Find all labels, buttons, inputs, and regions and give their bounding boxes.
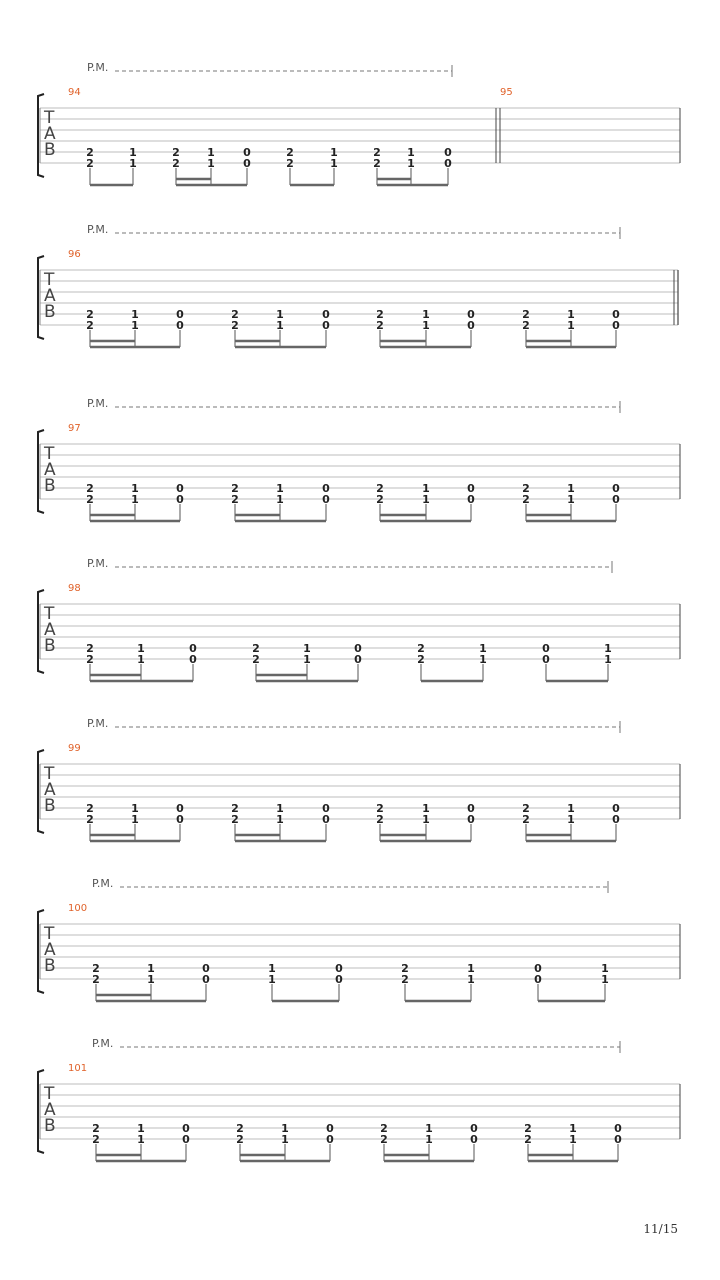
fret-number: 1 [567,308,575,321]
fret-number: 0 [176,493,184,506]
fret-number: 0 [322,802,330,815]
fret-number: 1 [479,642,487,655]
fret-number: 2 [380,1122,388,1135]
fret-number: 1 [147,973,155,986]
fret-number: 0 [467,482,475,495]
fret-number: 0 [322,493,330,506]
palm-mute-label: P.M. [92,1037,114,1050]
fret-number: 1 [567,482,575,495]
fret-number: 2 [401,962,409,975]
fret-number: 1 [601,973,609,986]
fret-number: 2 [417,653,425,666]
fret-number: 2 [86,653,94,666]
fret-number: 2 [231,482,239,495]
tab-system [38,397,680,521]
fret-number: 2 [231,308,239,321]
fret-number: 1 [422,482,430,495]
fret-number: 0 [614,1122,622,1135]
measure-number: 95 [500,87,513,98]
measure-number: 96 [68,249,81,260]
fret-number: 2 [376,813,384,826]
fret-number: 0 [202,962,210,975]
fret-number: 2 [522,493,530,506]
fret-number: 2 [86,308,94,321]
fret-number: 1 [281,1133,289,1146]
fret-number: 2 [376,802,384,815]
fret-number: 2 [172,146,180,159]
fret-number: 1 [276,482,284,495]
fret-number: 1 [131,813,139,826]
fret-number: 2 [286,157,294,170]
fret-number: 0 [614,1133,622,1146]
tab-clef-letter: B [44,476,56,496]
fret-number: 1 [129,146,137,159]
fret-number: 1 [467,973,475,986]
tab-clef-letter: T [44,108,55,128]
fret-number: 1 [131,493,139,506]
fret-number: 0 [176,308,184,321]
tab-clef-letter: B [44,796,56,816]
fret-number: 2 [86,802,94,815]
fret-number: 2 [86,157,94,170]
fret-number: 0 [322,308,330,321]
fret-number: 0 [467,493,475,506]
tab-clef-letter: T [44,924,55,944]
fret-number: 0 [612,813,620,826]
fret-number: 0 [189,653,197,666]
fret-number: 0 [322,813,330,826]
fret-number: 2 [522,482,530,495]
palm-mute-label: P.M. [87,557,109,570]
fret-number: 0 [444,146,452,159]
fret-number: 0 [335,962,343,975]
fret-number: 1 [268,962,276,975]
fret-number: 0 [467,319,475,332]
fret-number: 0 [243,146,251,159]
fret-number: 1 [129,157,137,170]
palm-mute-label: P.M. [87,717,109,730]
palm-mute-label: P.M. [87,397,109,410]
tab-system [38,1037,680,1161]
measure-number: 101 [68,1063,88,1074]
fret-number: 1 [330,157,338,170]
fret-number: 2 [373,146,381,159]
fret-number: 1 [425,1133,433,1146]
fret-number: 1 [604,642,612,655]
fret-number: 0 [354,653,362,666]
fret-number: 1 [567,319,575,332]
fret-number: 1 [569,1122,577,1135]
fret-number: 2 [86,642,94,655]
fret-number: 2 [86,813,94,826]
fret-number: 2 [172,157,180,170]
tab-clef-letter: T [44,604,55,624]
fret-number: 2 [231,319,239,332]
tab-clef-letter: B [44,636,56,656]
fret-number: 0 [182,1133,190,1146]
measure-number: 100 [68,903,88,914]
measure-number: 99 [68,743,81,754]
fret-number: 2 [92,1133,100,1146]
fret-number: 2 [522,308,530,321]
fret-number: 1 [567,802,575,815]
fret-number: 2 [86,482,94,495]
fret-number: 1 [131,482,139,495]
fret-number: 0 [189,642,197,655]
fret-number: 2 [286,146,294,159]
tab-clef-letter: T [44,764,55,784]
fret-number: 2 [373,157,381,170]
tab-clef-letter: T [44,444,55,464]
fret-number: 1 [303,653,311,666]
tab-clef-letter: A [44,620,56,640]
tab-clef-letter: A [44,286,56,306]
fret-number: 1 [137,653,145,666]
fret-number: 1 [604,653,612,666]
fret-number: 1 [422,813,430,826]
fret-number: 0 [612,802,620,815]
fret-number: 1 [330,146,338,159]
fret-number: 0 [176,802,184,815]
fret-number: 1 [276,308,284,321]
tab-clef-letter: T [44,270,55,290]
fret-number: 1 [422,308,430,321]
tab-clef-letter: B [44,1116,56,1136]
tab-system [38,557,680,681]
tab-system [38,61,680,185]
fret-number: 1 [137,1122,145,1135]
fret-number: 2 [86,319,94,332]
measure-number: 97 [68,423,81,434]
fret-number: 2 [252,653,260,666]
fret-number: 1 [276,319,284,332]
fret-number: 1 [422,319,430,332]
fret-number: 0 [176,813,184,826]
fret-number: 1 [479,653,487,666]
fret-number: 0 [444,157,452,170]
tab-clef-letter: B [44,140,56,160]
fret-number: 0 [335,973,343,986]
fret-number: 0 [354,642,362,655]
measure-number: 94 [68,87,81,98]
fret-number: 0 [322,482,330,495]
fret-number: 2 [231,802,239,815]
fret-number: 2 [524,1133,532,1146]
fret-number: 0 [467,308,475,321]
fret-number: 0 [612,319,620,332]
fret-number: 0 [176,319,184,332]
tab-clef-letter: A [44,460,56,480]
fret-number: 1 [268,973,276,986]
palm-mute-label: P.M. [92,877,114,890]
fret-number: 1 [422,802,430,815]
tab-clef-letter: A [44,780,56,800]
fret-number: 2 [92,973,100,986]
fret-number: 1 [276,813,284,826]
fret-number: 1 [567,493,575,506]
tab-clef-letter: A [44,124,56,144]
measure-number: 98 [68,583,81,594]
fret-number: 0 [470,1122,478,1135]
fret-number: 2 [236,1133,244,1146]
fret-number: 0 [534,973,542,986]
tab-system [38,717,680,841]
fret-number: 2 [522,802,530,815]
fret-number: 0 [326,1133,334,1146]
fret-number: 2 [231,813,239,826]
fret-number: 1 [601,962,609,975]
fret-number: 0 [612,308,620,321]
fret-number: 1 [276,493,284,506]
fret-number: 2 [86,146,94,159]
fret-number: 1 [131,802,139,815]
tab-clef-letter: B [44,956,56,976]
fret-number: 1 [422,493,430,506]
fret-number: 0 [470,1133,478,1146]
fret-number: 1 [276,802,284,815]
tab-system [38,877,680,1001]
fret-number: 1 [407,157,415,170]
fret-number: 1 [303,642,311,655]
fret-number: 2 [524,1122,532,1135]
fret-number: 1 [137,642,145,655]
fret-number: 1 [425,1122,433,1135]
fret-number: 2 [522,813,530,826]
palm-mute-label: P.M. [87,61,109,74]
fret-number: 2 [252,642,260,655]
fret-number: 2 [401,973,409,986]
fret-number: 1 [407,146,415,159]
fret-number: 0 [326,1122,334,1135]
fret-number: 0 [542,642,550,655]
fret-number: 1 [207,146,215,159]
page-number: 11/15 [643,1222,678,1236]
fret-number: 1 [467,962,475,975]
fret-number: 0 [243,157,251,170]
fret-number: 0 [542,653,550,666]
fret-number: 2 [92,1122,100,1135]
fret-number: 2 [376,319,384,332]
fret-number: 0 [467,813,475,826]
fret-number: 0 [322,319,330,332]
fret-number: 1 [569,1133,577,1146]
fret-number: 1 [281,1122,289,1135]
fret-number: 2 [86,493,94,506]
fret-number: 0 [202,973,210,986]
fret-number: 2 [376,482,384,495]
fret-number: 2 [417,642,425,655]
fret-number: 2 [380,1133,388,1146]
fret-number: 1 [147,962,155,975]
tab-clef-letter: B [44,302,56,322]
fret-number: 0 [612,493,620,506]
fret-number: 0 [467,802,475,815]
fret-number: 0 [612,482,620,495]
fret-number: 1 [567,813,575,826]
palm-mute-label: P.M. [87,223,109,236]
fret-number: 2 [231,493,239,506]
fret-number: 2 [376,493,384,506]
fret-number: 0 [176,482,184,495]
fret-number: 0 [534,962,542,975]
fret-number: 1 [131,319,139,332]
fret-number: 2 [236,1122,244,1135]
fret-number: 1 [207,157,215,170]
fret-number: 1 [137,1133,145,1146]
fret-number: 2 [376,308,384,321]
tab-clef-letter: A [44,1100,56,1120]
fret-number: 1 [131,308,139,321]
fret-number: 2 [92,962,100,975]
fret-number: 2 [522,319,530,332]
tab-system [38,223,678,347]
fret-number: 0 [182,1122,190,1135]
tab-clef-letter: T [44,1084,55,1104]
tab-clef-letter: A [44,940,56,960]
